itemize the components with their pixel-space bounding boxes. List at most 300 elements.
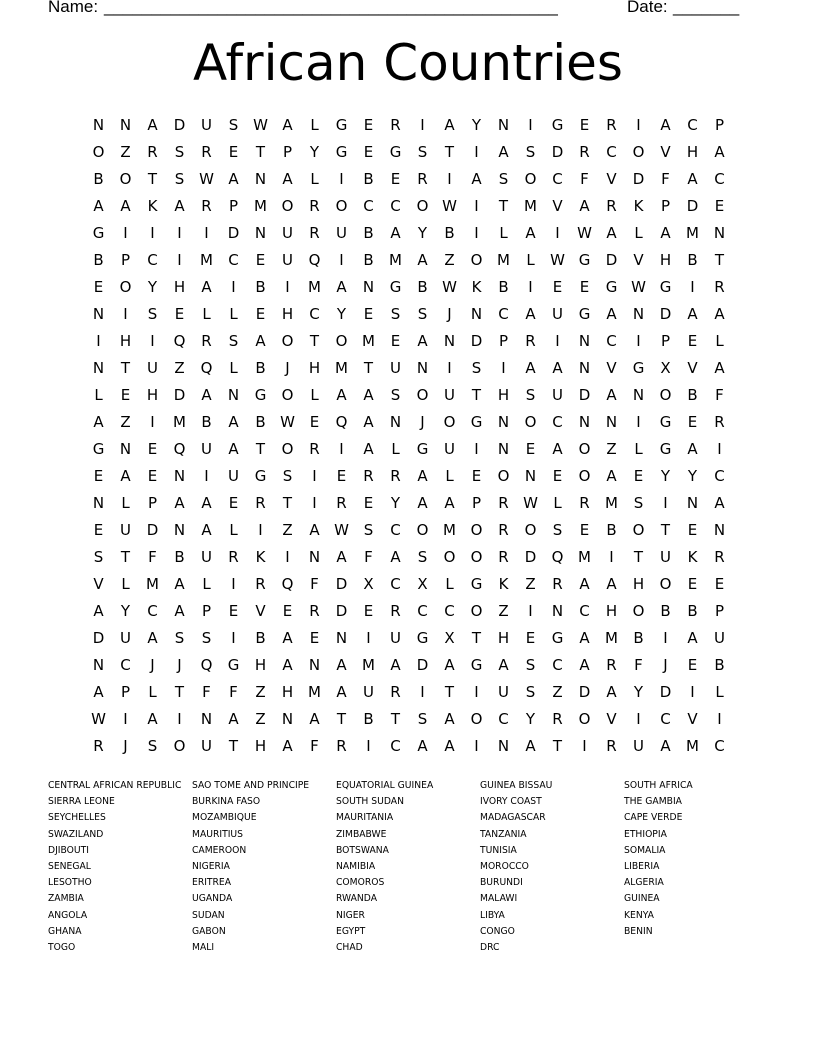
page-title: African Countries	[193, 34, 623, 92]
grid-letter: A	[579, 656, 590, 674]
grid-letter: N	[92, 305, 105, 323]
grid-letter: A	[282, 737, 293, 755]
grid-letter: A	[552, 440, 563, 458]
grid-letter: E	[390, 332, 401, 350]
grid-letter: R	[390, 467, 401, 485]
grid-letter: T	[471, 629, 482, 647]
grid-letter: R	[552, 710, 563, 728]
grid-letter: I	[285, 548, 290, 566]
grid-letter: H	[497, 386, 510, 404]
word-bank-item: TANZANIA	[480, 828, 527, 840]
word-bank-column	[192, 778, 332, 956]
grid-letter: R	[363, 467, 374, 485]
grid-row	[85, 679, 733, 706]
grid-letter: C	[552, 656, 563, 674]
word-search-grid	[85, 112, 733, 760]
grid-letter: U	[633, 737, 644, 755]
grid-letter: B	[417, 278, 428, 296]
grid-letter: H	[281, 683, 294, 701]
grid-letter: R	[336, 737, 347, 755]
grid-letter: G	[659, 413, 672, 431]
grid-letter: T	[336, 710, 347, 728]
grid-letter: G	[470, 413, 483, 431]
grid-letter: E	[228, 494, 239, 512]
grid-letter: A	[147, 710, 158, 728]
grid-letter: A	[228, 170, 239, 188]
grid-letter: N	[443, 332, 456, 350]
grid-letter: G	[659, 440, 672, 458]
grid-letter: Z	[282, 521, 293, 539]
grid-letter: M	[389, 251, 402, 269]
grid-letter: N	[254, 170, 267, 188]
grid-letter: B	[714, 656, 725, 674]
grid-letter: U	[363, 683, 374, 701]
grid-letter: H	[497, 629, 510, 647]
grid-letter: A	[417, 467, 428, 485]
grid-letter: R	[606, 116, 617, 134]
grid-letter: E	[687, 413, 698, 431]
grid-letter: A	[390, 548, 401, 566]
grid-letter: Y	[390, 494, 401, 512]
grid-letter: H	[659, 251, 672, 269]
grid-letter: E	[309, 413, 320, 431]
grid-letter: E	[552, 278, 563, 296]
grid-letter: V	[660, 143, 671, 161]
grid-letter: Q	[200, 656, 213, 674]
grid-letter: A	[579, 197, 590, 215]
grid-letter: R	[201, 197, 212, 215]
grid-letter: I	[555, 224, 560, 242]
grid-letter: X	[417, 575, 428, 593]
word-bank-item: MAURITIUS	[192, 828, 243, 840]
grid-letter: E	[228, 602, 239, 620]
grid-letter: S	[93, 548, 104, 566]
grid-letter: A	[282, 116, 293, 134]
grid-letter: C	[390, 197, 401, 215]
grid-letter: I	[123, 224, 128, 242]
grid-letter: D	[146, 521, 159, 539]
grid-letter: L	[310, 386, 319, 404]
grid-letter: L	[715, 683, 724, 701]
grid-letter: E	[525, 440, 536, 458]
grid-letter: A	[147, 116, 158, 134]
grid-letter: V	[93, 575, 104, 593]
grid-row	[85, 490, 733, 517]
grid-letter: B	[363, 170, 374, 188]
grid-letter: Q	[335, 413, 348, 431]
grid-letter: O	[659, 575, 672, 593]
grid-letter: C	[552, 170, 563, 188]
grid-letter: U	[498, 683, 509, 701]
grid-letter: O	[335, 332, 348, 350]
grid-letter: I	[690, 278, 695, 296]
grid-letter: A	[255, 332, 266, 350]
word-bank-item: SEYCHELLES	[48, 812, 106, 824]
grid-letter: V	[687, 359, 698, 377]
grid-letter: L	[310, 170, 319, 188]
grid-letter: N	[335, 629, 348, 647]
grid-letter: A	[174, 575, 185, 593]
grid-letter: I	[366, 629, 371, 647]
grid-letter: A	[201, 494, 212, 512]
grid-letter: J	[447, 305, 452, 323]
word-bank-item: GABON	[192, 925, 226, 937]
grid-letter: S	[525, 683, 536, 701]
grid-letter: C	[606, 332, 617, 350]
grid-letter: U	[552, 386, 563, 404]
grid-letter: G	[335, 116, 348, 134]
grid-letter: N	[308, 656, 321, 674]
grid-letter: U	[201, 548, 212, 566]
grid-letter: A	[147, 629, 158, 647]
grid-letter: I	[420, 683, 425, 701]
grid-letter: A	[714, 494, 725, 512]
grid-letter: V	[552, 197, 563, 215]
word-bank-item: SAO TOME AND PRINCIPE	[192, 780, 310, 791]
grid-letter: W	[442, 197, 457, 215]
grid-letter: O	[416, 386, 429, 404]
grid-letter: S	[147, 305, 158, 323]
grid-letter: A	[390, 224, 401, 242]
grid-letter: W	[199, 170, 214, 188]
grid-letter: T	[498, 197, 509, 215]
grid-letter: A	[525, 737, 536, 755]
grid-letter: I	[150, 224, 155, 242]
grid-letter: O	[470, 548, 483, 566]
grid-letter: I	[231, 629, 236, 647]
grid-letter: O	[173, 737, 186, 755]
grid-letter: I	[339, 170, 344, 188]
grid-letter: R	[390, 602, 401, 620]
grid-letter: I	[258, 521, 263, 539]
grid-letter: B	[93, 251, 104, 269]
grid-letter: B	[687, 386, 698, 404]
grid-letter: I	[474, 143, 479, 161]
grid-letter: P	[120, 251, 131, 269]
grid-row	[85, 328, 733, 355]
grid-letter: U	[201, 116, 212, 134]
grid-letter: M	[308, 683, 321, 701]
word-bank-item: DJIBOUTI	[48, 844, 89, 856]
grid-letter: P	[228, 197, 239, 215]
grid-letter: E	[687, 575, 698, 593]
grid-letter: X	[363, 575, 374, 593]
grid-letter: N	[92, 656, 105, 674]
grid-letter: I	[474, 224, 479, 242]
grid-letter: R	[552, 575, 563, 593]
grid-letter: I	[96, 332, 101, 350]
grid-letter: E	[174, 305, 185, 323]
grid-letter: N	[254, 224, 267, 242]
grid-letter: A	[525, 224, 536, 242]
grid-letter: E	[363, 602, 374, 620]
grid-letter: O	[92, 143, 105, 161]
grid-letter: A	[525, 305, 536, 323]
grid-letter: S	[228, 332, 239, 350]
grid-letter: A	[336, 278, 347, 296]
grid-letter: Y	[471, 116, 482, 134]
grid-letter: O	[416, 521, 429, 539]
grid-letter: A	[336, 386, 347, 404]
grid-letter: U	[444, 440, 455, 458]
grid-letter: Y	[336, 305, 347, 323]
grid-letter: Z	[120, 413, 131, 431]
grid-letter: I	[528, 278, 533, 296]
grid-letter: E	[687, 332, 698, 350]
grid-letter: U	[714, 629, 725, 647]
grid-letter: N	[389, 413, 402, 431]
grid-letter: S	[282, 467, 293, 485]
word-bank-item: CAMEROON	[192, 844, 247, 856]
grid-letter: P	[471, 494, 482, 512]
grid-letter: U	[228, 467, 239, 485]
grid-letter: F	[580, 170, 589, 188]
grid-letter: W	[577, 224, 592, 242]
grid-letter: G	[227, 656, 240, 674]
grid-letter: U	[120, 521, 131, 539]
grid-letter: L	[526, 251, 535, 269]
grid-letter: P	[660, 332, 671, 350]
grid-letter: C	[444, 602, 455, 620]
grid-letter: B	[363, 710, 374, 728]
grid-letter: S	[390, 386, 401, 404]
grid-letter: I	[123, 305, 128, 323]
grid-letter: L	[499, 224, 508, 242]
grid-letter: E	[471, 467, 482, 485]
grid-letter: I	[582, 737, 587, 755]
grid-letter: B	[363, 224, 374, 242]
grid-letter: T	[444, 683, 455, 701]
grid-letter: A	[444, 737, 455, 755]
grid-letter: T	[660, 521, 671, 539]
grid-letter: A	[417, 332, 428, 350]
grid-letter: R	[579, 494, 590, 512]
grid-letter: A	[120, 197, 131, 215]
grid-letter: B	[660, 602, 671, 620]
grid-letter: N	[578, 413, 591, 431]
grid-letter: A	[282, 656, 293, 674]
grid-letter: O	[632, 143, 645, 161]
grid-letter: O	[470, 251, 483, 269]
grid-letter: A	[201, 278, 212, 296]
grid-letter: O	[443, 413, 456, 431]
grid-letter: R	[498, 494, 509, 512]
grid-letter: G	[470, 575, 483, 593]
grid-letter: O	[659, 386, 672, 404]
grid-row	[85, 409, 733, 436]
grid-letter: I	[474, 683, 479, 701]
grid-letter: N	[362, 278, 375, 296]
grid-letter: N	[497, 413, 510, 431]
grid-letter: E	[579, 116, 590, 134]
grid-letter: I	[501, 359, 506, 377]
grid-letter: S	[417, 305, 428, 323]
grid-letter: Y	[525, 710, 536, 728]
grid-letter: A	[336, 683, 347, 701]
word-bank-item: SOUTH SUDAN	[336, 796, 404, 808]
grid-letter: S	[417, 710, 428, 728]
grid-letter: I	[528, 602, 533, 620]
grid-letter: N	[173, 467, 186, 485]
word-bank-item: MOZAMBIQUE	[192, 812, 257, 824]
grid-letter: H	[632, 575, 645, 593]
grid-letter: A	[417, 737, 428, 755]
grid-letter: J	[420, 413, 425, 431]
grid-letter: D	[173, 116, 186, 134]
grid-letter: R	[579, 143, 590, 161]
grid-letter: J	[150, 656, 155, 674]
grid-letter: I	[231, 278, 236, 296]
word-bank-item: SENEGAL	[48, 860, 91, 872]
grid-letter: R	[498, 548, 509, 566]
grid-letter: U	[282, 224, 293, 242]
grid-letter: I	[717, 710, 722, 728]
grid-letter: V	[687, 710, 698, 728]
grid-letter: A	[174, 602, 185, 620]
grid-letter: A	[444, 710, 455, 728]
grid-letter: I	[609, 548, 614, 566]
grid-letter: A	[525, 359, 536, 377]
grid-row	[85, 193, 733, 220]
word-bank-item: SOUTH AFRICA	[624, 780, 693, 791]
grid-letter: N	[713, 521, 726, 539]
grid-letter: R	[228, 548, 239, 566]
grid-letter: A	[417, 494, 428, 512]
grid-letter: G	[92, 440, 105, 458]
grid-letter: T	[471, 386, 482, 404]
grid-letter: A	[498, 143, 509, 161]
grid-letter: R	[714, 278, 725, 296]
grid-letter: A	[228, 710, 239, 728]
grid-letter: B	[498, 278, 509, 296]
grid-letter: U	[282, 251, 293, 269]
word-bank-item: BURUNDI	[480, 877, 523, 889]
grid-letter: D	[578, 683, 591, 701]
grid-letter: Y	[633, 683, 644, 701]
grid-letter: S	[633, 494, 644, 512]
grid-letter: A	[606, 575, 617, 593]
grid-row	[85, 598, 733, 625]
grid-letter: L	[634, 224, 643, 242]
grid-letter: A	[93, 683, 104, 701]
word-bank-item: LESOTHO	[48, 877, 92, 889]
grid-letter: A	[687, 170, 698, 188]
grid-letter: I	[528, 116, 533, 134]
grid-letter: A	[714, 305, 725, 323]
word-bank-item: SWAZILAND	[48, 828, 104, 840]
grid-letter: E	[687, 656, 698, 674]
grid-letter: G	[416, 629, 429, 647]
grid-letter: C	[552, 413, 563, 431]
grid-letter: B	[633, 629, 644, 647]
grid-letter: N	[470, 305, 483, 323]
grid-letter: S	[174, 170, 185, 188]
grid-letter: Z	[444, 251, 455, 269]
grid-letter: E	[363, 305, 374, 323]
grid-letter: B	[255, 413, 266, 431]
grid-letter: R	[390, 683, 401, 701]
grid-letter: B	[687, 251, 698, 269]
grid-letter: I	[366, 737, 371, 755]
grid-letter: C	[606, 143, 617, 161]
grid-letter: G	[92, 224, 105, 242]
grid-letter: K	[633, 197, 644, 215]
grid-letter: L	[715, 332, 724, 350]
grid-letter: N	[632, 305, 645, 323]
grid-letter: O	[470, 710, 483, 728]
grid-letter: U	[201, 737, 212, 755]
grid-letter: R	[255, 575, 266, 593]
word-bank-item: MAURITANIA	[336, 812, 394, 824]
grid-letter: T	[228, 737, 239, 755]
grid-letter: W	[334, 521, 349, 539]
grid-letter: R	[417, 170, 428, 188]
grid-letter: A	[498, 656, 509, 674]
grid-letter: N	[416, 359, 429, 377]
grid-letter: A	[579, 575, 590, 593]
grid-letter: I	[474, 440, 479, 458]
word-bank-item: ANGOLA	[48, 909, 88, 921]
grid-letter: K	[687, 548, 698, 566]
grid-letter: D	[335, 602, 348, 620]
grid-letter: S	[417, 143, 428, 161]
grid-letter: D	[92, 629, 105, 647]
grid-letter: I	[339, 251, 344, 269]
grid-letter: E	[525, 629, 536, 647]
word-bank-item: ERITREA	[192, 877, 232, 889]
grid-letter: S	[525, 143, 536, 161]
grid-letter: G	[605, 278, 618, 296]
grid-letter: O	[632, 602, 645, 620]
grid-letter: I	[312, 467, 317, 485]
grid-letter: S	[174, 143, 185, 161]
grid-letter: E	[579, 278, 590, 296]
grid-letter: R	[255, 494, 266, 512]
grid-letter: A	[174, 494, 185, 512]
grid-letter: E	[633, 467, 644, 485]
grid-letter: Z	[498, 602, 509, 620]
grid-letter: X	[660, 359, 671, 377]
grid-letter: R	[201, 332, 212, 350]
grid-letter: A	[579, 629, 590, 647]
grid-letter: Y	[309, 143, 320, 161]
grid-letter: T	[714, 251, 725, 269]
grid-letter: S	[552, 521, 563, 539]
word-bank-item: BENIN	[624, 925, 653, 937]
grid-letter: D	[524, 548, 537, 566]
grid-letter: A	[363, 440, 374, 458]
grid-letter: E	[120, 386, 131, 404]
word-bank-item: NIGER	[336, 909, 365, 921]
grid-letter: Z	[120, 143, 131, 161]
grid-letter: V	[606, 359, 617, 377]
grid-letter: M	[308, 278, 321, 296]
grid-letter: N	[119, 116, 132, 134]
grid-letter: E	[93, 521, 104, 539]
grid-letter: C	[390, 575, 401, 593]
word-bank-item: DRC	[480, 941, 500, 953]
grid-letter: A	[660, 224, 671, 242]
date-blank-line: _______	[673, 0, 740, 16]
grid-letter: L	[229, 521, 238, 539]
worksheet-header	[48, 0, 748, 21]
grid-row	[85, 436, 733, 463]
grid-letter: D	[416, 656, 429, 674]
grid-letter: S	[498, 170, 509, 188]
word-bank-item: SIERRA LEONE	[48, 796, 115, 808]
grid-letter: K	[471, 278, 482, 296]
grid-letter: B	[93, 170, 104, 188]
